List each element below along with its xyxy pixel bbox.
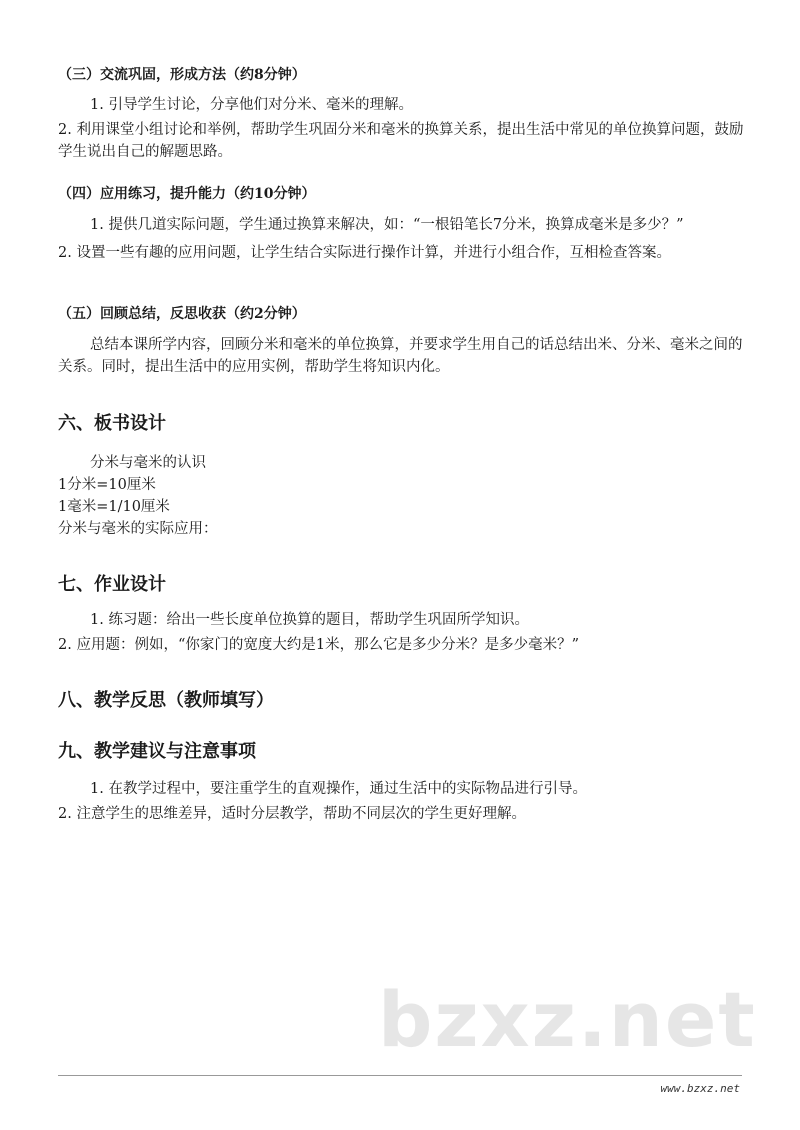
list-item: 2. 应用题：例如，“你家门的宽度大约是1米，那么它是多少分米？是多少毫米？” [58,637,579,653]
subsection-3-title: （三）交流巩固，形成方法（约8分钟） [58,67,306,83]
homework-list [58,609,748,656]
list-item: 2. 注意学生的思维差异，适时分层教学，帮助不同层次的学生更好理解。 [58,806,526,822]
section-heading-reflection: 八、教学反思（教师填写） [58,690,274,711]
board-line: 1毫米=1/10厘米 [58,499,170,515]
list-item: 2. 利用课堂小组讨论和举例，帮助学生巩固分米和毫米的换算关系，提出生活中常见的单位换算问题，鼓励学生说出自己的解题思路。 [58,122,744,160]
subsection-4-title: （四）应用练习，提升能力（约10分钟） [58,186,316,202]
list-item: 1. 提供几道实际问题，学生通过换算来解决，如：“一根铅笔长7分米，换算成毫米是多少？” [90,217,684,233]
board-line: 分米与毫米的认识 [90,455,206,471]
subsection-5-title: （五）回顾总结，反思收获（约2分钟） [58,306,306,322]
list-item: 1. 在教学过程中，要注重学生的直观操作，通过生活中的实际物品进行引导。 [90,781,587,797]
subsection-4-body [58,214,748,264]
list-item: 2. 设置一些有趣的应用问题，让学生结合实际进行操作计算，并进行小组合作，互相检查答案。 [58,245,671,261]
section-heading-advice: 九、教学建议与注意事项 [58,741,256,762]
section-heading-homework: 七、作业设计 [58,574,166,595]
footer-url: www.bzxz.net [660,1082,740,1095]
board-design [58,452,748,540]
watermark: bzxz.net [378,975,757,1064]
subsection-3-body [58,94,748,163]
list-item: 1. 练习题：给出一些长度单位换算的题目，帮助学生巩固所学知识。 [90,612,529,628]
board-line: 1分米=10厘米 [58,477,156,493]
section-heading-board: 六、板书设计 [58,413,166,434]
footer-divider [58,1075,742,1076]
paragraph: 总结本课所学内容，回顾分米和毫米的单位换算，并要求学生用自己的话总结出米、分米、毫米之间的关系。同时，提出生活中的应用实例，帮助学生将知识内化。 [58,337,743,375]
list-item: 1. 引导学生讨论，分享他们对分米、毫米的理解。 [90,97,413,113]
subsection-5-body [58,334,748,378]
advice-list [58,778,748,825]
board-line: 分米与毫米的实际应用： [58,521,218,537]
